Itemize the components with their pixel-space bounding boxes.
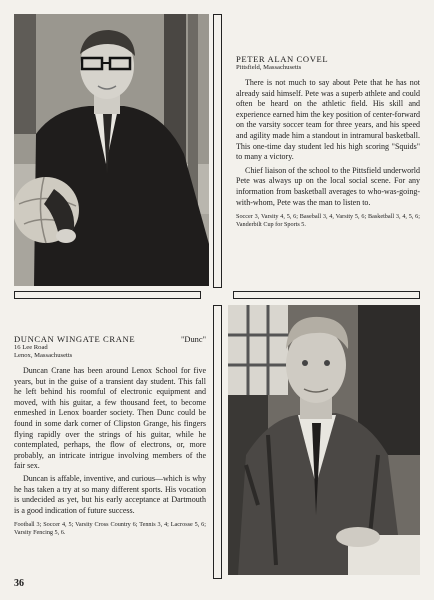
student-name-top: PETER ALAN COVEL <box>236 54 329 64</box>
horizontal-rule-left <box>14 291 201 299</box>
hometown-bottom: Lenox, Massachusetts <box>14 352 73 359</box>
hometown-top: Pittsfield, Massachusetts <box>236 64 302 71</box>
vertical-rule-bottom <box>213 305 222 579</box>
bio-paragraph-top-1: There is not much to say about Pete that he has not already said himself. Pete was a superb athlete and could often be heard on the athletic field. His skill and experience earned him the key position of center-forward on the varsity soccer team for three years, and his speed and agility made him a standout in intramural basketball. This one-time day student led his high scoring "Squids" to many a victory. <box>236 78 420 162</box>
bio-paragraph-top-2: Chief liaison of the school to the Pittsfield underworld Pete was always up on the local social scene. For any information from basketball averages to who-was-going-with-whom, Pete was the man to listen to. <box>236 165 420 207</box>
bio-top <box>236 54 420 228</box>
nickname-bottom: "Dunc" <box>181 335 206 344</box>
portrait-photo-bottom <box>228 305 420 575</box>
portrait-photo-top <box>14 14 209 286</box>
page-number: 36 <box>14 578 24 589</box>
activities-bottom: Football 3; Soccer 4, 5; Varsity Cross Country 6; Tennis 3, 4; Lacrosse 5, 6; Varsity Fencing 5, 6. <box>14 521 206 536</box>
activities-top: Soccer 3, Varsity 4, 5, 6; Baseball 3, 4, Varsity 5, 6; Basketball 3, 4, 5, 6; Vanderbilt Cup for Sports 5. <box>236 213 420 228</box>
horizontal-rule-right <box>233 291 420 299</box>
vertical-rule-top <box>213 14 222 288</box>
street-bottom: 16 Lee Road <box>14 344 48 351</box>
bio-paragraph-bottom-2: Duncan is affable, inventive, and curious—which is why he has taken a try at so many different sports. His vocation is undecided as yet, but his early acceptance at Dartmouth is a good indication of future success. <box>14 473 206 515</box>
bio-paragraph-bottom-1: Duncan Crane has been around Lenox School for five years, but in the guise of a transient day student. This fall he left behind his roomful of electronic equipment and moved, with his guitar, a few thousand feet, to become enmeshed in Lenox boarder society. Then Dunc could be found in some dark corner of Clipston Grange, his fingers flying rapidly over the strings of his guitar, while he contemplated, perhaps, the flow of electrons, or, more probably, an intricate intrigue involving members of the fair sex. <box>14 366 206 471</box>
bio-bottom <box>14 334 206 537</box>
student-name-bottom: DUNCAN WINGATE CRANE <box>14 334 136 344</box>
